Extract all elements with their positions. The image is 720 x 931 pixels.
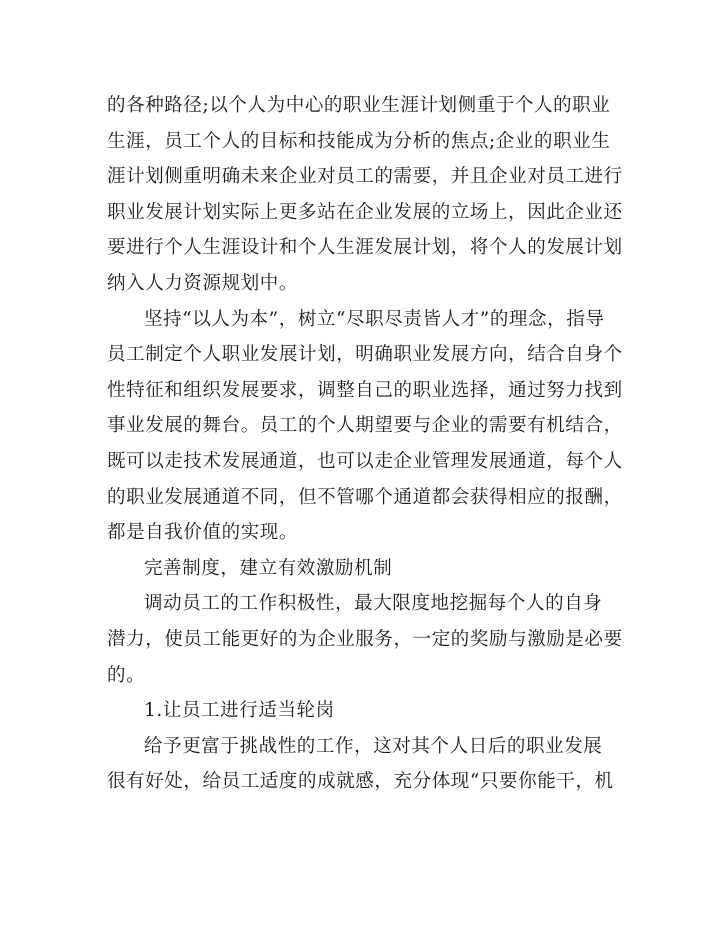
text-line: 都是自我价值的实现。	[107, 522, 299, 544]
text-line: 纳入人力资源规划中。	[107, 272, 299, 294]
paragraph-start-line: 坚持“以人为本”，树立“尽职尽责皆人才”的理念，指导	[144, 308, 605, 330]
document-body	[107, 88, 623, 800]
paragraph-start-line: 给予更富于挑战性的工作，这对其个人日后的职业发展	[144, 735, 603, 757]
text-line: 职业发展计划实际上更多站在企业发展的立场上，因此企业还	[107, 201, 623, 223]
text-line: 性特征和组织发展要求，调整自己的职业选择，通过努力找到	[107, 379, 623, 401]
text-line: 涯计划侧重明确未来企业对员工的需要，并且企业对员工进行	[107, 166, 623, 188]
text-line: 事业发展的舞台。员工的个人期望要与企业的需要有机结合，	[107, 415, 623, 437]
text-line: 的职业发展通道不同，但不管哪个通道都会获得相应的报酬，	[107, 486, 623, 508]
subsection-heading: 1.让员工进行适当轮岗	[144, 700, 335, 722]
text-line: 潜力，使员工能更好的为企业服务，一定的奖励与激励是必要	[107, 628, 623, 650]
section-heading: 完善制度，建立有效激励机制	[144, 557, 393, 579]
text-line: 很有好处，给员工适度的成就感，充分体现“只要你能干，机	[107, 771, 614, 793]
text-line: 的。	[107, 664, 146, 686]
text-line: 的各种路径;以个人为中心的职业生涯计划侧重于个人的职业	[107, 95, 611, 116]
text-line: 生涯，员工个人的目标和技能成为分析的焦点;企业的职业生	[107, 130, 611, 152]
text-line: 既可以走技术发展通道，也可以走企业管理发展通道，每个人	[107, 450, 623, 472]
text-line: 要进行个人生涯设计和个人生涯发展计划，将个人的发展计划	[107, 237, 623, 259]
paragraph-start-line: 调动员工的工作积极性，最大限度地挖掘每个人的自身	[144, 593, 603, 615]
text-line: 员工制定个人职业发展计划，明确职业发展方向，结合自身个	[107, 344, 623, 366]
